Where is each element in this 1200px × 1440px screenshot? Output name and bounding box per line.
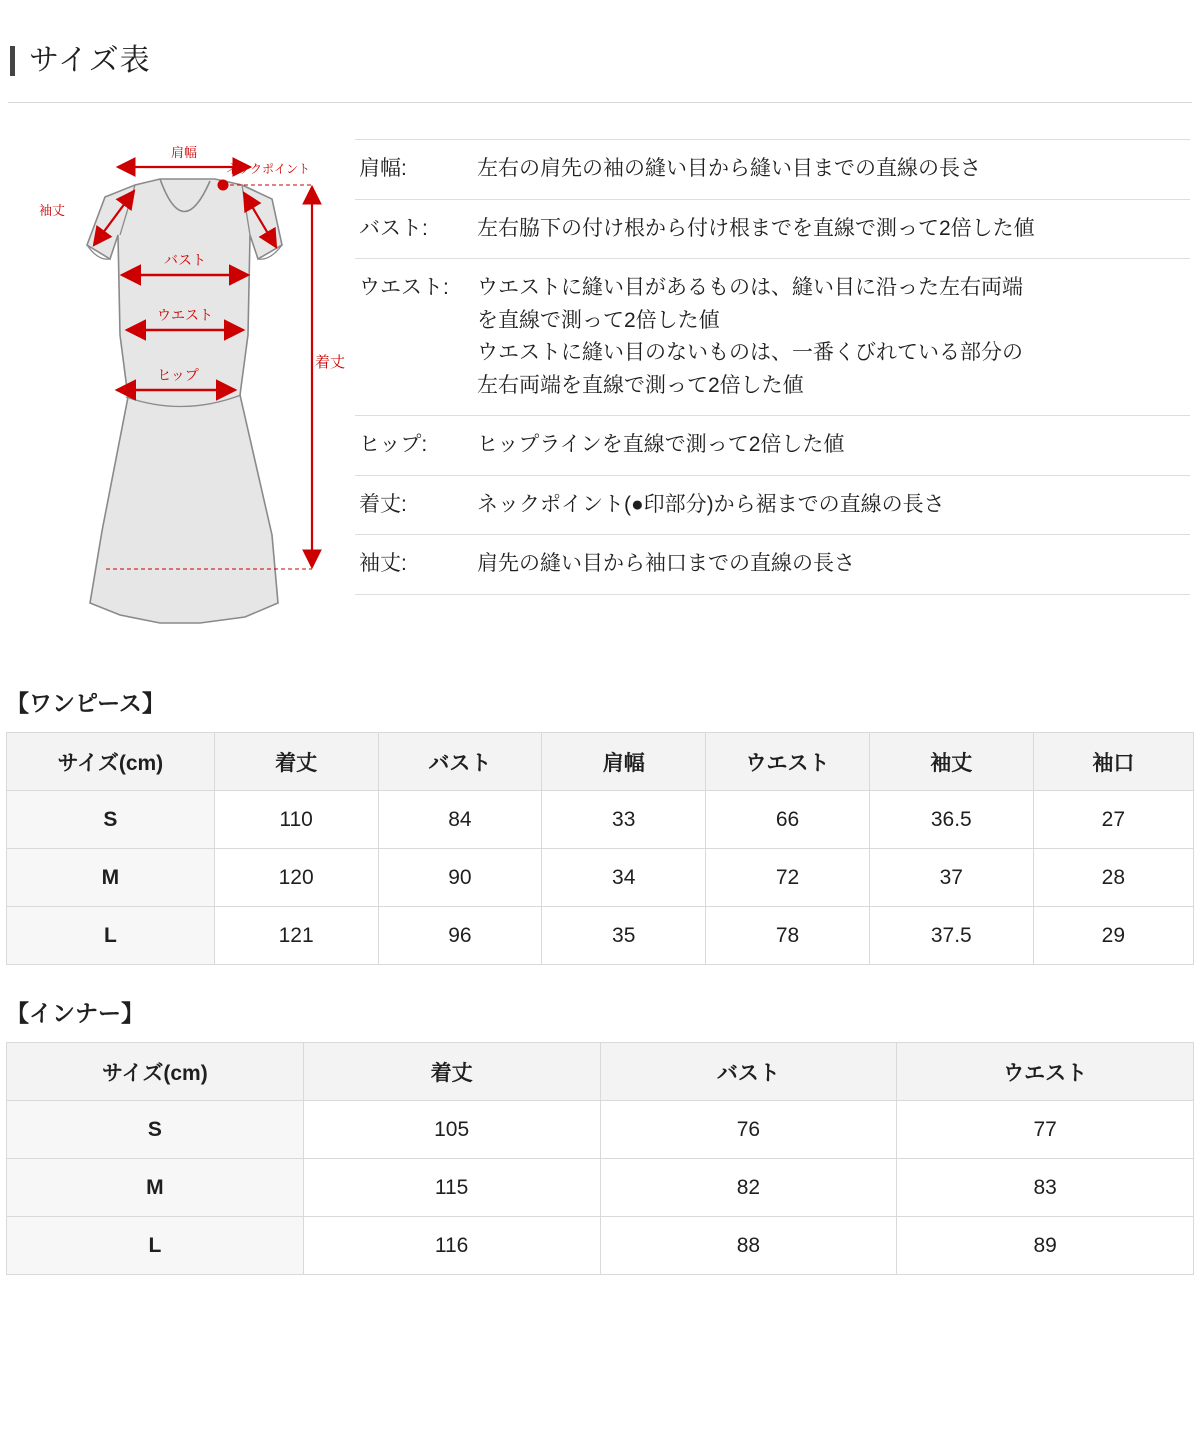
definition-row-hip xyxy=(355,416,1190,476)
table-cell: 120 xyxy=(214,849,378,907)
definition-description xyxy=(477,153,981,186)
definition-line: 左右脇下の付け根から付け根までを直線で測って2倍した値 xyxy=(477,216,1035,240)
hip-label: ヒップ xyxy=(157,367,199,383)
table-cell: 37 xyxy=(869,849,1033,907)
definition-description xyxy=(477,272,1023,402)
definition-term: ヒップ: xyxy=(359,433,428,457)
definition-term: 肩幅: xyxy=(359,157,407,180)
table-cell: M xyxy=(7,849,215,907)
column-header: 肩幅 xyxy=(542,733,706,791)
column-header: 着丈 xyxy=(303,1043,600,1101)
table-cell: 121 xyxy=(214,907,378,965)
column-header: ウエスト xyxy=(706,733,870,791)
size-table-dress xyxy=(6,732,1194,965)
page-title: サイズ表 xyxy=(29,44,151,77)
definition-term: 着丈: xyxy=(359,492,407,516)
definition-row-sleeve-length xyxy=(355,535,1190,595)
definition-list xyxy=(345,125,1190,655)
table-cell: 29 xyxy=(1033,907,1193,965)
table-cell: 27 xyxy=(1033,791,1193,849)
table-cell: 89 xyxy=(897,1217,1194,1275)
table-header-row xyxy=(7,733,1194,791)
definition-term: バスト: xyxy=(359,216,428,240)
table-cell: L xyxy=(7,1217,304,1275)
table-row xyxy=(7,1217,1194,1275)
definition-row-bust xyxy=(355,200,1190,260)
definition-description xyxy=(477,548,855,581)
bust-label: バスト xyxy=(164,252,206,268)
dress-illustration-svg xyxy=(10,135,345,655)
table-cell: L xyxy=(7,907,215,965)
column-header: バスト xyxy=(600,1043,897,1101)
garment-diagram xyxy=(10,125,345,655)
definition-line: 左右の肩先の袖の縫い目から縫い目までの直線の長さ xyxy=(477,157,981,180)
definition-line: ネックポイント(●印部分)から裾までの直線の長さ xyxy=(477,492,945,516)
sleeve-length-label: 袖丈 xyxy=(38,203,66,218)
table-row xyxy=(7,791,1194,849)
table-cell: 28 xyxy=(1033,849,1193,907)
definition-line: 左右両端を直線で測って2倍した値 xyxy=(477,373,804,397)
table-row xyxy=(7,1101,1194,1159)
table-cell: S xyxy=(7,1101,304,1159)
table-cell: 84 xyxy=(378,791,542,849)
table-cell: 90 xyxy=(378,849,542,907)
definition-line: ヒップラインを直線で測って2倍した値 xyxy=(477,433,845,457)
table-cell: 37.5 xyxy=(869,907,1033,965)
definition-row-dress-length xyxy=(355,476,1190,536)
definition-line: 肩先の縫い目から袖口までの直線の長さ xyxy=(477,552,855,576)
neck-point-label: ネックポイント xyxy=(225,162,311,176)
table-cell: 35 xyxy=(542,907,706,965)
table-cell: 83 xyxy=(897,1159,1194,1217)
definition-line: ウエストに縫い目のないものは、一番くびれている部分の xyxy=(477,341,1023,365)
table-cell: 78 xyxy=(706,907,870,965)
table-header-row xyxy=(7,1043,1194,1101)
table-cell: 33 xyxy=(542,791,706,849)
definition-description xyxy=(477,489,945,522)
table-cell: M xyxy=(7,1159,304,1217)
definition-term: 袖丈: xyxy=(359,552,407,576)
column-header: ウエスト xyxy=(897,1043,1194,1101)
table-cell: 110 xyxy=(214,791,378,849)
table-row xyxy=(7,1159,1194,1217)
shoulder-width-label: 肩幅 xyxy=(170,145,198,160)
definition-description xyxy=(477,213,1035,246)
table-cell: 77 xyxy=(897,1101,1194,1159)
definition-row-shoulder xyxy=(355,139,1190,200)
section-heading-inner: 【インナー】 xyxy=(6,1000,144,1026)
definition-term: ウエスト: xyxy=(359,276,449,300)
table-cell: S xyxy=(7,791,215,849)
table-cell: 66 xyxy=(706,791,870,849)
column-header: サイズ(cm) xyxy=(7,733,215,791)
table-row xyxy=(7,849,1194,907)
table-cell: 82 xyxy=(600,1159,897,1217)
table-cell: 115 xyxy=(303,1159,600,1217)
table-cell: 76 xyxy=(600,1101,897,1159)
table-cell: 34 xyxy=(542,849,706,907)
column-header: バスト xyxy=(378,733,542,791)
column-header: 袖丈 xyxy=(869,733,1033,791)
table-cell: 96 xyxy=(378,907,542,965)
table-cell: 116 xyxy=(303,1217,600,1275)
definition-line: を直線で測って2倍した値 xyxy=(477,308,720,332)
table-cell: 72 xyxy=(706,849,870,907)
title-accent-bar xyxy=(10,46,15,76)
column-header: 着丈 xyxy=(214,733,378,791)
table-cell: 36.5 xyxy=(869,791,1033,849)
table-cell: 105 xyxy=(303,1101,600,1159)
size-table-inner xyxy=(6,1042,1194,1275)
measurement-guide-section xyxy=(0,103,1200,655)
dress-length-label: 着丈 xyxy=(314,354,345,371)
table-row xyxy=(7,907,1194,965)
definition-row-waist xyxy=(355,259,1190,416)
waist-label: ウエスト xyxy=(157,307,213,323)
column-header: サイズ(cm) xyxy=(7,1043,304,1101)
definition-description xyxy=(477,429,844,462)
table-cell: 88 xyxy=(600,1217,897,1275)
definition-line: ウエストに縫い目があるものは、縫い目に沿った左右両端 xyxy=(477,276,1023,300)
column-header: 袖口 xyxy=(1033,733,1193,791)
page-header xyxy=(0,0,1200,76)
dress-outline xyxy=(87,179,282,623)
section-heading-dress: 【ワンピース】 xyxy=(6,690,165,716)
